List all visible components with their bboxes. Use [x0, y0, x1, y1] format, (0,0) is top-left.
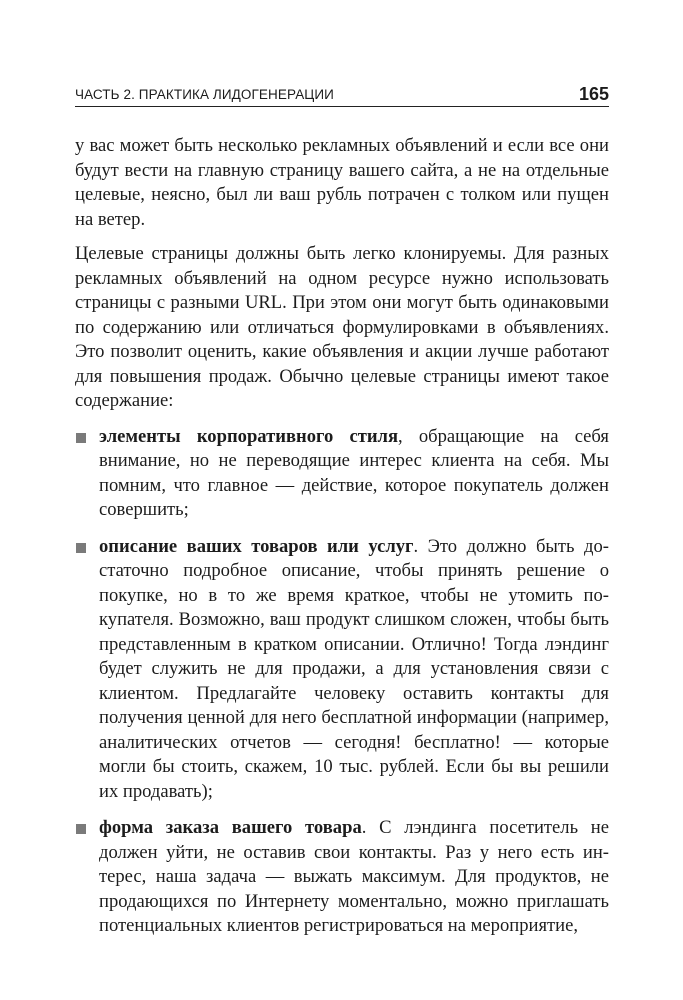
landing-page-contents-list	[75, 425, 609, 939]
running-head	[75, 78, 609, 107]
list-item	[75, 535, 609, 805]
list-item-term: форма заказа вашего товара	[99, 817, 362, 838]
list-item-term: описание ваших товаров или услуг	[99, 535, 414, 557]
paragraph-continuation: у вас может быть несколько рекламных объявлений и если все они будут вести на главную страницу вашего сайта, а не на отдельные целевые, неясно, был ли ваш рубль потрачен с толком или пущен на ветер.	[75, 135, 609, 230]
list-item-text: . Это должно быть достаточно подробное описание, чтобы принять решение о покупке, но в то же время краткое, чтобы не утомить покупателя. Возможно, ваш продукт слишком сложен, чтобы быть представленным в кратком описании. Отлично! Тогда лэндинг будет служить не для продажи, а для установления связи с клиентом. Предлагайте человеку оставить контакты для получения ценной для него бесплатной информации (например, аналитических отчетов — сегодня! бесплатно! — которые могли бы стоить, скажем, 10 тыс. рублей. Если бы вы решили их продавать);	[99, 535, 609, 802]
list-item-term: элементы корпоративного стиля	[99, 425, 399, 447]
square-bullet-icon	[76, 433, 86, 443]
paragraph-landing-pages: Целевые страницы должны быть легко клонируемы. Для разных рекламных объявлений на одном ресурсе нужно использовать страницы с разными URL. При этом они могут быть одинаковыми по содержанию или отличаться формулировками в объявлениях. Это позволит оценить, какие объявления и акции лучше работают для повышения продаж. Обычно целевые страницы имеют такое содержание:	[75, 243, 609, 411]
page-body	[75, 134, 609, 939]
list-item-text: , обращающие на себя внимание, но не переводящие интерес клиента на себя. Мы помним, что главное — действие, которое покупатель должен совершить;	[99, 425, 609, 520]
list-item	[75, 425, 609, 523]
list-item	[75, 816, 609, 939]
book-page	[75, 78, 609, 939]
list-item-text: . С лэндинга посетитель не должен уйти, не оставив свои контакты. Раз у него есть интерес, наша задача — выжать максимум. Для продуктов, не продающихся по Интернету моментально, можно приглашать потенциальных клиентов регистрироваться на мероприятие,	[99, 817, 609, 936]
page-number: 165	[578, 84, 609, 104]
running-title: ЧАСТЬ 2. ПРАКТИКА ЛИДОГЕНЕРАЦИИ	[75, 87, 334, 102]
square-bullet-icon	[76, 824, 86, 834]
square-bullet-icon	[76, 543, 86, 553]
